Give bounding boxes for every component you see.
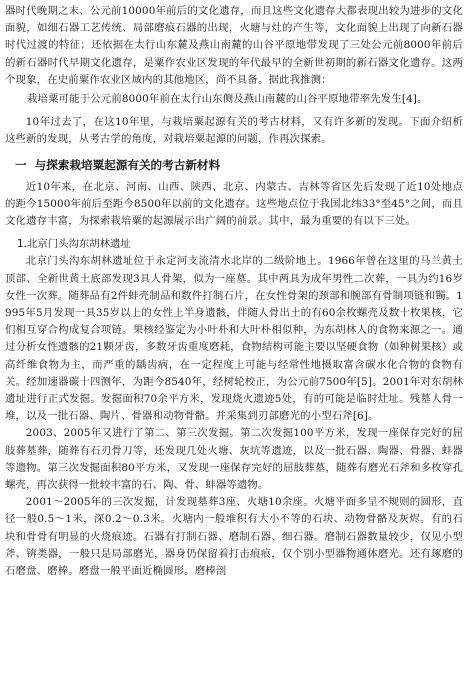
hypothesis-quote: 栽培粟可能于公元前8000年前在太行山东侧及燕山南麓的山谷平原地带率先发生[4]。: [27, 93, 428, 106]
subsection-heading: 1.北京门头沟东胡林遗址: [17, 238, 131, 251]
paragraph-excavation-findings: 2001～2005年的三次发掘，计发现墓葬3座、火塘10余座。火塘平面多呈不规则的圆形，直径一般0.5～1米，深0.2～0.3米。火塘内一般堆积有大小不等的石块、动物骨骼及灰烬。有的石块和骨骨有明显的火烧痕迹。石器有打制石器、磨制石器、细石器。磨制石器数量较少，仅见小型斧、锛类器，一般只是局部磨光，器身仍保留着打击痕痕，仅个别小型器物通体磨光。还有琢磨的石磨盘、磨棒。磨盘一般平面近椭圆形。磨棒剖: [5, 496, 463, 578]
section-heading: [5, 155, 463, 175]
paragraph-excavations-2003-2005: 2003、2005年又进行了第二、第三次发掘。第二次发掘100平方米，发现一座保存完好的屈肢葬墓葬，随葬有石刃骨刀等，还发现几处火塘、灰坑等遗迹，以及一批石器、陶器、骨器、蚌器等遗物。第三次发掘面积80平方米，又发现一座保存完好的屈肢葬墓，随葬有磨光石斧和多枚穿孔螺壳，再次获得一批较丰富的石、陶、骨、蚌器等遗物。: [5, 427, 463, 492]
paragraph-intro-continued: 器时代晚期之末、公元前10000年前后的文化遗存，而且这些文化遗存大都表现出较为进步的文化面貌，如细石器工艺传统、局部磨痕石器的出现，火塘与灶的产生等，文化面貌上出现了向新石器时代过渡的特征；还依据在太行山东麓及燕山南麓的山谷平原地带发现了三处公元前8000年前后的新石器时代早期文化遗存，是粟作农业区发现的年代最早的全新世初期的新石器文化遗存。这两个现象，在史前粟作农业区域内的其他地区，尚不具备。据此我推测：: [5, 5, 463, 86]
paragraph-ten-years: 10年过去了，在这10年里，与栽培粟起源有关的考古材料，又有许多新的发现。下面介绍析这些新的发现，从考古学的角度，对栽培粟起源的问题，作再次探索。: [5, 116, 463, 146]
section-title: 与探索栽培粟起源有关的考古新材料: [34, 157, 221, 172]
section-number: 一: [15, 157, 27, 172]
document-page: [5, 3, 463, 580]
paragraph-new-materials: 近10年来，在北京、河南、山西、陕西、北京、内蒙古、吉林等省区先后发现了近10处地点的距今15000年前后至距今8500年以前的文化遗存。这些地点位于我国北纬33°至45°之间，而且文化遗存丰富，为探索栽培粟的起源展示出广阔的前景。其中，最为重要的有以下三处。: [5, 180, 463, 228]
paragraph-donghulin-site: 北京门头沟东胡林遗址位于永定河支流清水北岸的二级阶地上。1966年曾在这里的马兰黄土顶部、全新世黄土底部发现3具人骨架，似为一座墓。其中两具为成年男性二次葬，一具为约16岁女性一次葬。随葬品有2件蚌壳制品和数件打制石片，在女性骨架的颈部和腕部有骨制项链和镯。1995年5月发现一具35岁以上的女性上半身遗骸，伴随人骨出土的有60余枚螺壳及数十枚果核，它们相互穿合构成复合项链。果核经鉴定为小叶朴和大叶朴相似种，为东胡林人的食物来源之一。通过分析女性遗骸的21颗牙齿，多数牙齿重度磨耗，食物结构可能主要以坚硬食物（如种树果核）或高纤维食物为主，而严重的龋齿病，在一定程度上可能与经常性地摄取富含碳水化合物的食物有关。经加速器碳十四测年，为距今8540年，经树轮校正，为公元前7500年[5]。2001年对东胡林遗址进行正式发掘。发掘面积70余平方米，发现烧火遗迹5处，有的可能是临时灶址。残墓人骨一堆，以及一批石器、陶片、骨器和动物骨骼。并采集到刃部磨光的小型石斧[6]。: [5, 255, 463, 423]
